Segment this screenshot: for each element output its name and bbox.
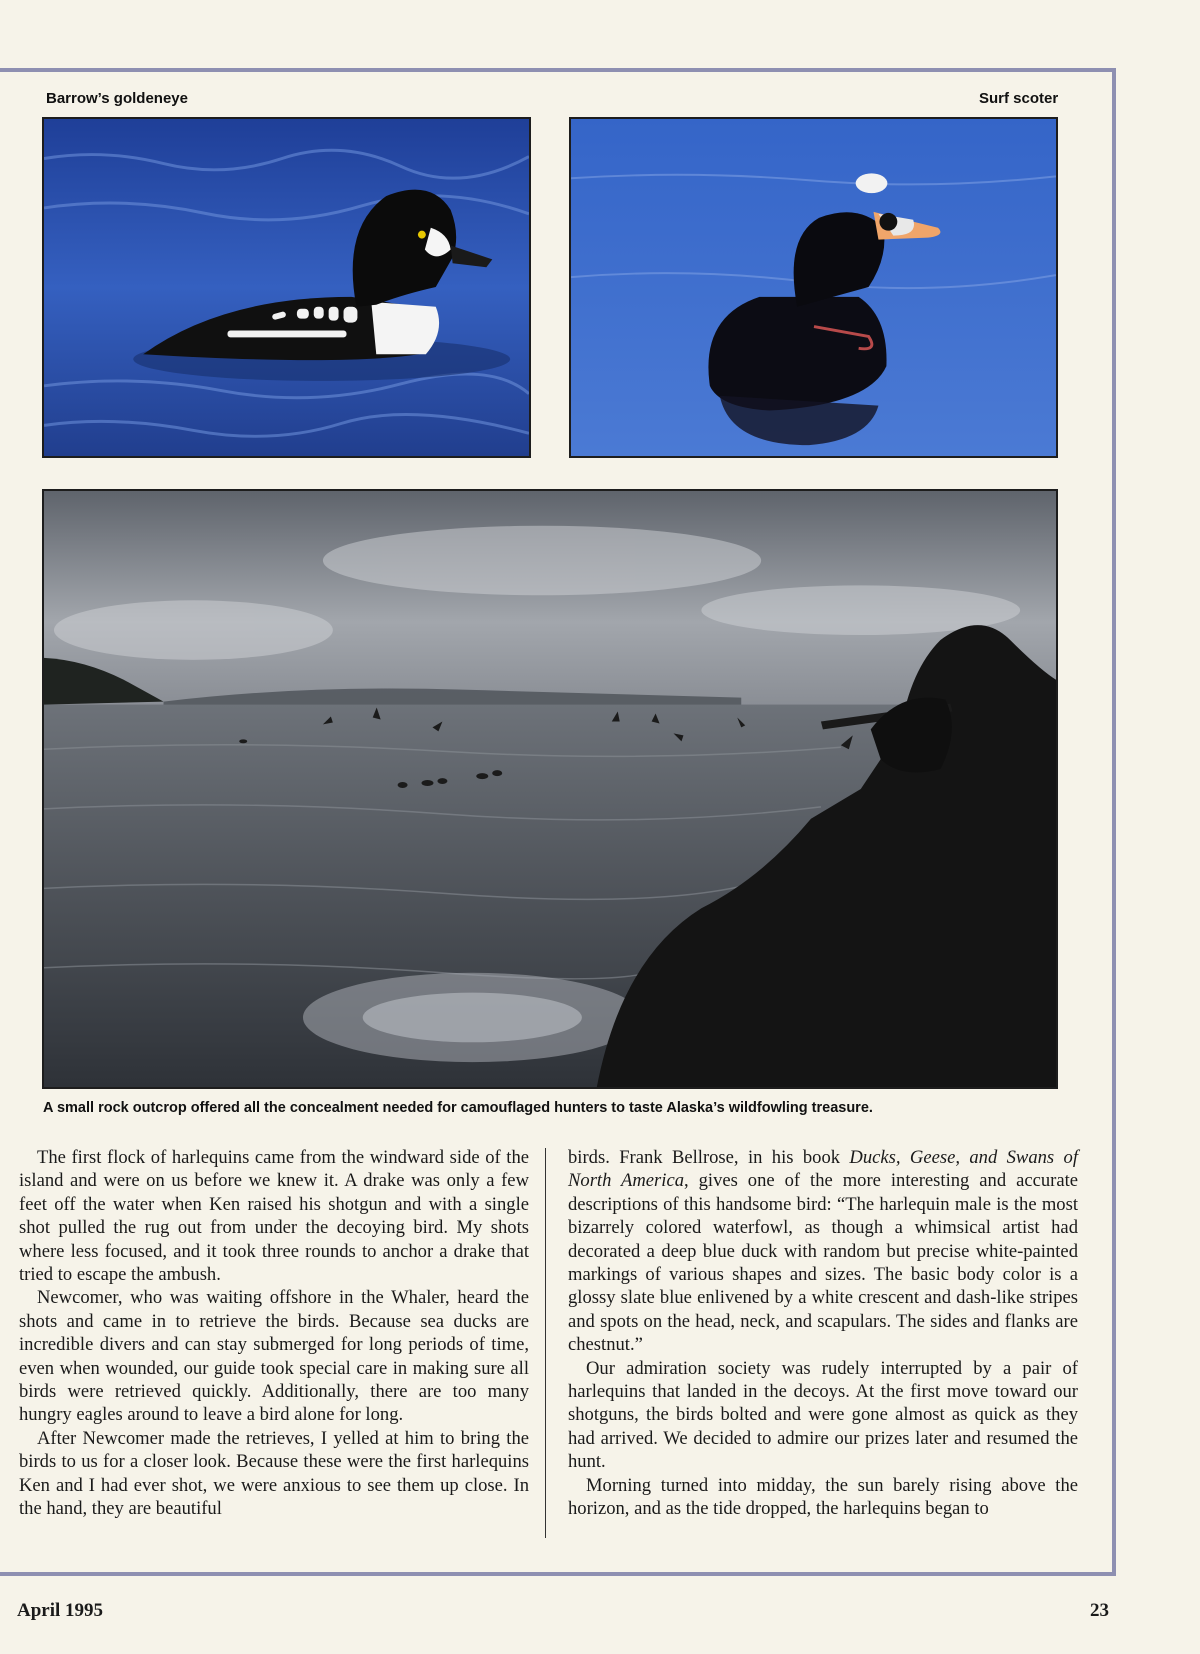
article-column-right: [568, 1146, 1078, 1521]
scoter-label: Surf scoter: [979, 90, 1059, 107]
page-number: 23: [1090, 1600, 1109, 1621]
goldeneye-label: Barrow’s goldeneye: [46, 90, 188, 107]
article-paragraph: Newcomer, who was waiting offshore in the Whaler, heard the shots and came in to retrieve the birds. Because sea ducks are incredible divers and can stay submerged for long periods of time, even when wounded, our guide took special care in making sure all birds were retrieved quickly. Additionally, there are too many hungry eagles around to leave a bird alone for long.: [19, 1287, 529, 1426]
article-paragraph: After Newcomer made the retrieves, I yelled at him to bring the birds to us for a closer look. Because these were the first harlequins Ken and I had ever shot, we were anxious to see them up close. In the hand, they are beautiful: [19, 1427, 529, 1520]
issue-date: April 1995: [17, 1600, 104, 1621]
goldeneye-photo: [42, 117, 531, 458]
article-column-left: [19, 1146, 529, 1521]
book-title: Ducks, Geese, and Swans of North America: [568, 1147, 1078, 1192]
hunter-outcrop-photo: [42, 489, 1058, 1089]
scoter-photo: [569, 117, 1058, 458]
column-divider: [545, 1148, 546, 1538]
paragraph-text: birds. Frank Bellrose, in his book: [568, 1147, 850, 1168]
article-paragraph: Our admiration society was rudely interrupted by a pair of harlequins that landed in the decoys. At the first move toward our shotguns, the birds bolted and were gone almost as quick as they had arrived. We decided to admire our prizes later and resumed the hunt.: [568, 1357, 1078, 1473]
article-paragraph: Morning turned into midday, the sun barely rising above the horizon, and as the tide dropped, the harlequins began to: [568, 1474, 1078, 1520]
article-paragraph: The first flock of harlequins came from the windward side of the island and were on us before we knew it. A drake was only a few feet off the water when Ken raised his shotgun and with a single shot pulled the rug out from under the decoying bird. My shots where less focused, and it took three rounds to anchor a drake that tried to escape the ambush.: [19, 1147, 529, 1286]
article-paragraph: [568, 1146, 1078, 1357]
photo-caption: A small rock outcrop offered all the concealment needed for camouflaged hunters to taste Alaska’s wildfowling treasure.: [43, 1100, 873, 1116]
paragraph-text: , gives one of the more interesting and accurate descriptions of this handsome bird: “The harlequin male is the most bizarrely colored waterfowl, as though a whimsical artist had decorated a deep blue duck with random but precise white-painted markings of various shapes and sizes. The basic body color is a glossy slate blue enlivened by a white crescent and dash-like stripes and spots on the head, neck, and scapulars. The sides and flanks are chestnut.”: [568, 1170, 1079, 1356]
